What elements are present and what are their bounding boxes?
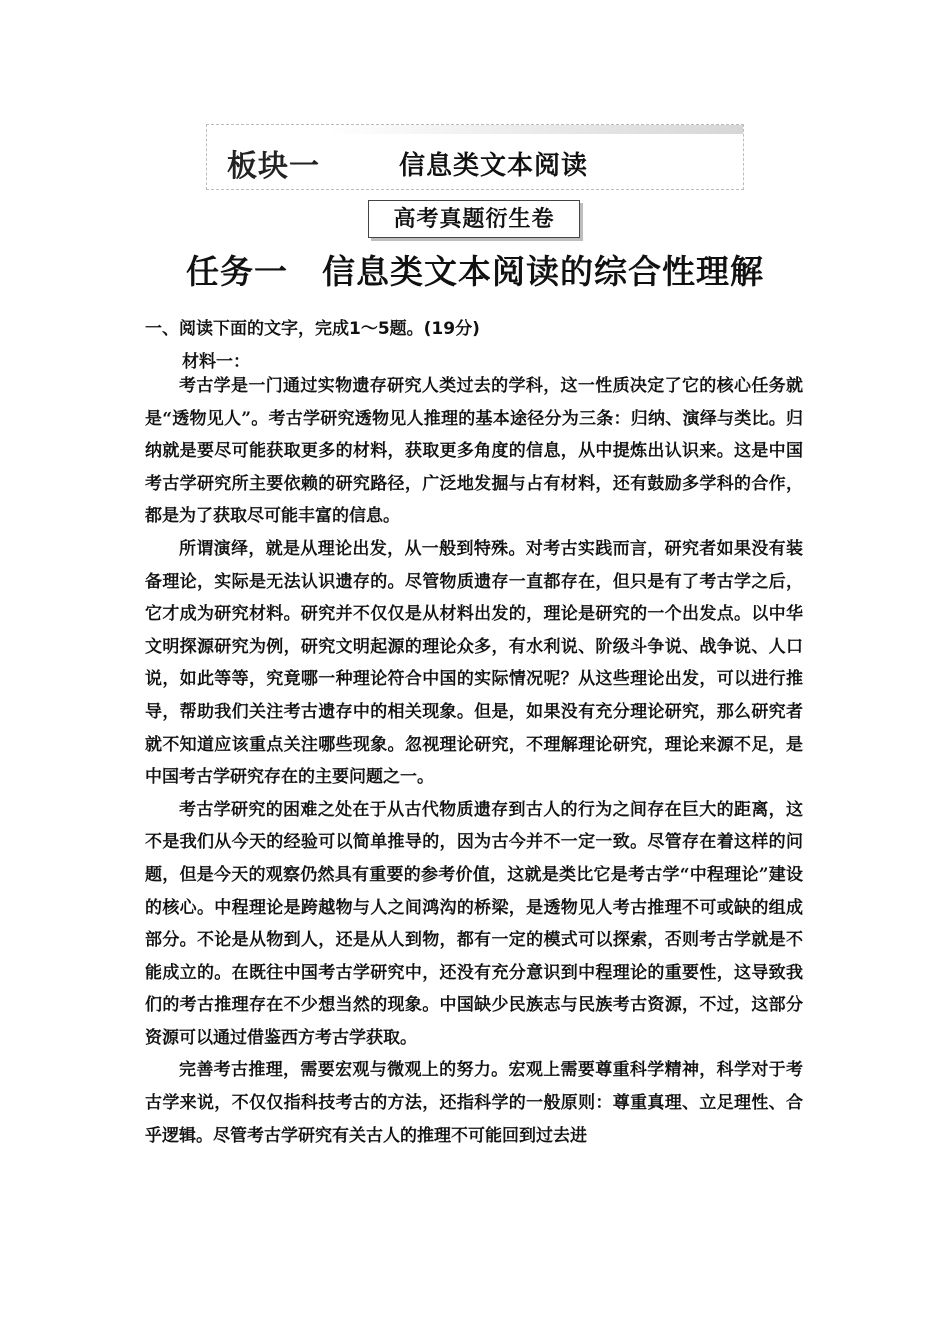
question-intro: 一、阅读下面的文字，完成1～5题。(19分) [145, 319, 480, 339]
paragraph: 考古学是一门通过实物遗存研究人类过去的学科，这一性质决定了它的核心任务就是“透物见人”。考古学研究透物见人推理的基本途径分为三条：归纳、演绎与类比。归纳就是要尽可能获取更多的材料，获取更多角度的信息，从中提炼出认识来。这是中国考古学研究所主要依赖的研究路径，广泛地发掘与占有材料，还有鼓励多学科的合作，都是为了获取尽可能丰富的信息。 [145, 376, 803, 527]
paper-tag: 高考真题衍生卷 [368, 200, 580, 238]
paragraph: 考古学研究的困难之处在于从古代物质遗存到古人的行为之间存在巨大的距离，这不是我们从今天的经验可以简单推导的，因为古今并不一定一致。尽管存在着这样的问题，但是今天的观察仍然具有重要的参考价值，这就是类比它是考古学“中程理论”建设的核心。中程理论是跨越物与人之间鸿沟的桥梁，是透物见人考古推理不可或缺的组成部分。不论是从物到人，还是从人到物，都有一定的模式可以探索，否则考古学就是不能成立的。在既往中国考古学研究中，还没有充分意识到中程理论的重要性，这导致我们的考古推理存在不少想当然的现象。中国缺少民族志与民族考古资源，不过，这部分资源可以通过借鉴西方考古学获取。 [145, 799, 803, 1048]
section-label: 板块一 [227, 149, 320, 184]
banner-decoration [327, 125, 743, 134]
section-banner [206, 124, 744, 190]
section-title: 信息类文本阅读 [399, 151, 589, 181]
page-title: 任务一 信息类文本阅读的综合性理解 [186, 252, 764, 291]
passage [145, 370, 803, 1152]
paragraph: 完善考古推理，需要宏观与微观上的努力。宏观上需要尊重科学精神，科学对于考古学来说，不仅仅指科技考古的方法，还指科学的一般原则：尊重真理、立足理性、合乎逻辑。尽管考古学研究有关古人的推理不可能回到过去进 [145, 1060, 803, 1146]
material-label: 材料一： [182, 352, 250, 372]
paragraph: 所谓演绎，就是从理论出发，从一般到特殊。对考古实践而言，研究者如果没有装备理论，实际是无法认识遗存的。尽管物质遗存一直都存在，但只是有了考古学之后，它才成为研究材料。研究并不仅仅是从材料出发的，理论是研究的一个出发点。以中华文明探源研究为例，研究文明起源的理论众多，有水利说、阶级斗争说、战争说、人口说，如此等等，究竟哪一种理论符合中国的实际情况呢？从这些理论出发，可以进行推导，帮助我们关注考古遗存中的相关现象。但是，如果没有充分理论研究，那么研究者就不知道应该重点关注哪些现象。忽视理论研究，不理解理论研究，理论来源不足，是中国考古学研究存在的主要问题之一。 [145, 538, 803, 788]
